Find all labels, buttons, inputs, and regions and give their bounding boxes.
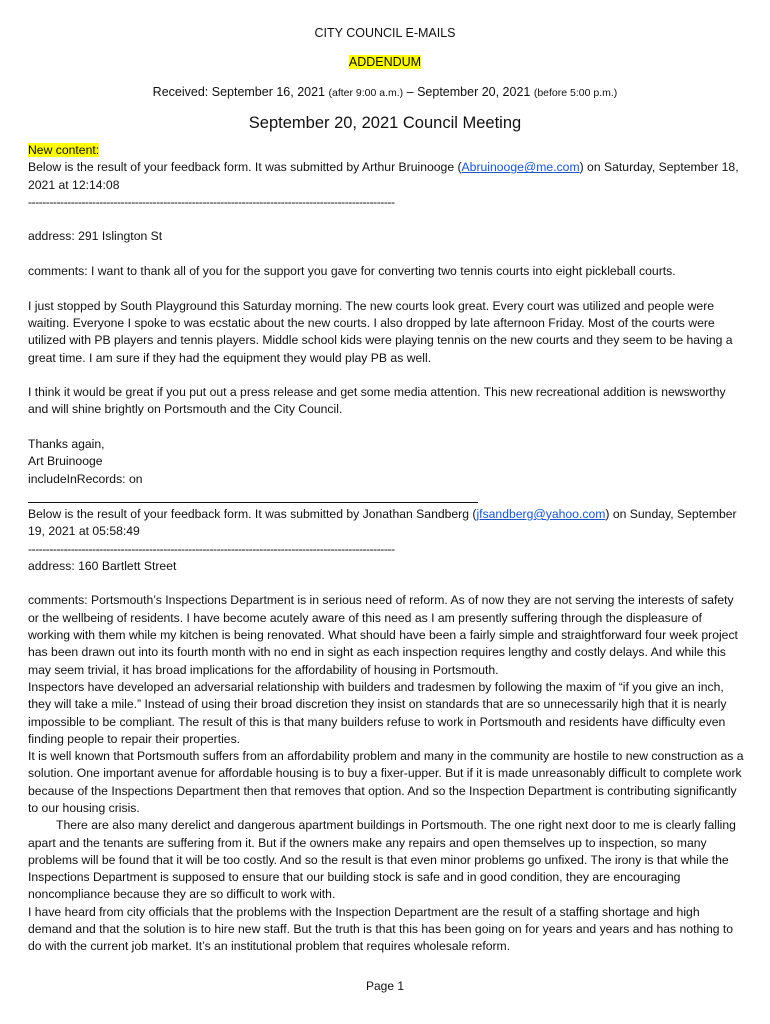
email2-intro-end: ) on Sunday, September 19, 2021 at 05:58:49 (28, 506, 737, 539)
received-after: (after 9:00 a.m.) (328, 87, 404, 99)
email1-signature: Art Bruinooge (28, 454, 103, 469)
email2-paragraph-1: comments: Portsmouth’s Inspections Department is in serious need of reform. As of now they are not serving the interests of safety or the wellbeing of residents. I have become acutely aware of this need as I am presently suffering through the displeasure of working with them while my kitchen is being renovated. What should have been a fairly simple and straightforward four week project has been drawn out into its fourth month with no end in sight as each inspection requires lengthy and costly delays. And while this may seem trivial, it has broad implications for the affordability of housing in Portsmouth. (28, 593, 738, 677)
email1-intro-start: Below is the result of your feedback form. It was submitted by Arthur Bruinooge ( (28, 160, 462, 175)
received-mid: – September 20, 2021 (403, 85, 534, 99)
addendum-heading (0, 55, 770, 69)
section-divider (28, 488, 478, 503)
addendum-label: ADDENDUM (348, 55, 422, 69)
email1-records: includeInRecords: on (28, 471, 143, 486)
email2-paragraph-2: Inspectors have developed an adversarial relationship with builders and tradesmen by following the maxim of “if you give an inch, they will take a mile.” Instead of using their broad discretion they insist on standards that are so unnecessarily high that it is nearly impossible to be compliant. The result of this is that many builders refuse to work in Portsmouth and residents have difficulty even finding people to repair their properties. (28, 679, 727, 746)
email1-paragraph-3: I think it would be great if you put out a press release and get some media attention. This new recreational addition is newsworthy and will shine brightly on Portsmouth and the City Council. (28, 385, 726, 417)
received-before: (before 5:00 p.m.) (533, 87, 618, 99)
email1-address-link[interactable]: Abruinooge@me.com (461, 160, 580, 175)
email2-intro (28, 506, 746, 541)
email1-intro (28, 159, 746, 194)
email1-street-address: address: 291 Islington St (28, 229, 163, 244)
email1-comments: comments: I want to thank all of you for the support you gave for converting two tennis courts into eight pickleball courts. (28, 264, 676, 279)
email2-paragraph-3: It is well known that Portsmouth suffers from an affordability problem and many in the community are hostile to new construction as a solution. One important avenue for affordable housing is to buy a fixer-upper. But if it is made unreasonably difficult to complete work because of the Inspections Department then that removes that option. And so the Inspection Department is contributing significantly to our housing crisis. (28, 749, 744, 815)
email2-street-address: address: 160 Bartlett Street (28, 558, 177, 573)
new-content-label: New content: (28, 143, 100, 157)
page-number: Page 1 (365, 979, 405, 993)
received-line (0, 85, 770, 99)
email2-paragraph-4: There are also many derelict and dangerous apartment buildings in Portsmouth. The one right next door to me is clearly falling apart and the tenants are suffering from it. But if the owners make any repairs and open themselves up to inspection, so many problems will be found that it will be too costly. And so the result is that even minor problems go unfixed. The irony is that while the Inspections Department is supposed to ensure that our building stock is safe and in good condition, they are encouraging noncompliance because they are so difficult to work with. (28, 818, 736, 902)
document-body (28, 142, 746, 956)
email1-intro-end: ) on Saturday, September 18, 2021 at 12:14:08 (28, 160, 739, 192)
email1-thanks: Thanks again, (28, 437, 105, 452)
email1-separator: ------------------------------------------------------------------------------------------------------- (28, 194, 395, 209)
email1-paragraph-2: I just stopped by South Playground this Saturday morning. The new courts look great. Every court was utilized and people were waiting. Everyone I spoke to was ecstatic about the new courts. I also dropped by late afternoon Friday. Most of the courts were utilized with PB players and tennis players. Middle school kids were playing tennis on the new courts and they seem to be having a great time. I am sure if they had the equipment they would play PB as well. (28, 298, 733, 365)
email2-paragraph-5: I have heard from city officials that the problems with the Inspection Department are the result of a staffing shortage and high demand and that the solution is to hire new staff. But the truth is that this has been going on for years and years and has nothing to do with the current job market. It’s an institutional problem that requires wholesale reform. (28, 904, 734, 954)
email2-intro-start: Below is the result of your feedback form. It was submitted by Jonathan Sandberg ( (28, 506, 477, 521)
email2-separator: ------------------------------------------------------------------------------------------------------- (28, 541, 395, 556)
received-prefix: Received: September 16, 2021 (152, 85, 329, 99)
email2-address-link[interactable]: jfsandberg@yahoo.com (476, 506, 606, 521)
document-title: CITY COUNCIL E-MAILS (314, 26, 456, 40)
meeting-heading: September 20, 2021 Council Meeting (248, 114, 522, 132)
